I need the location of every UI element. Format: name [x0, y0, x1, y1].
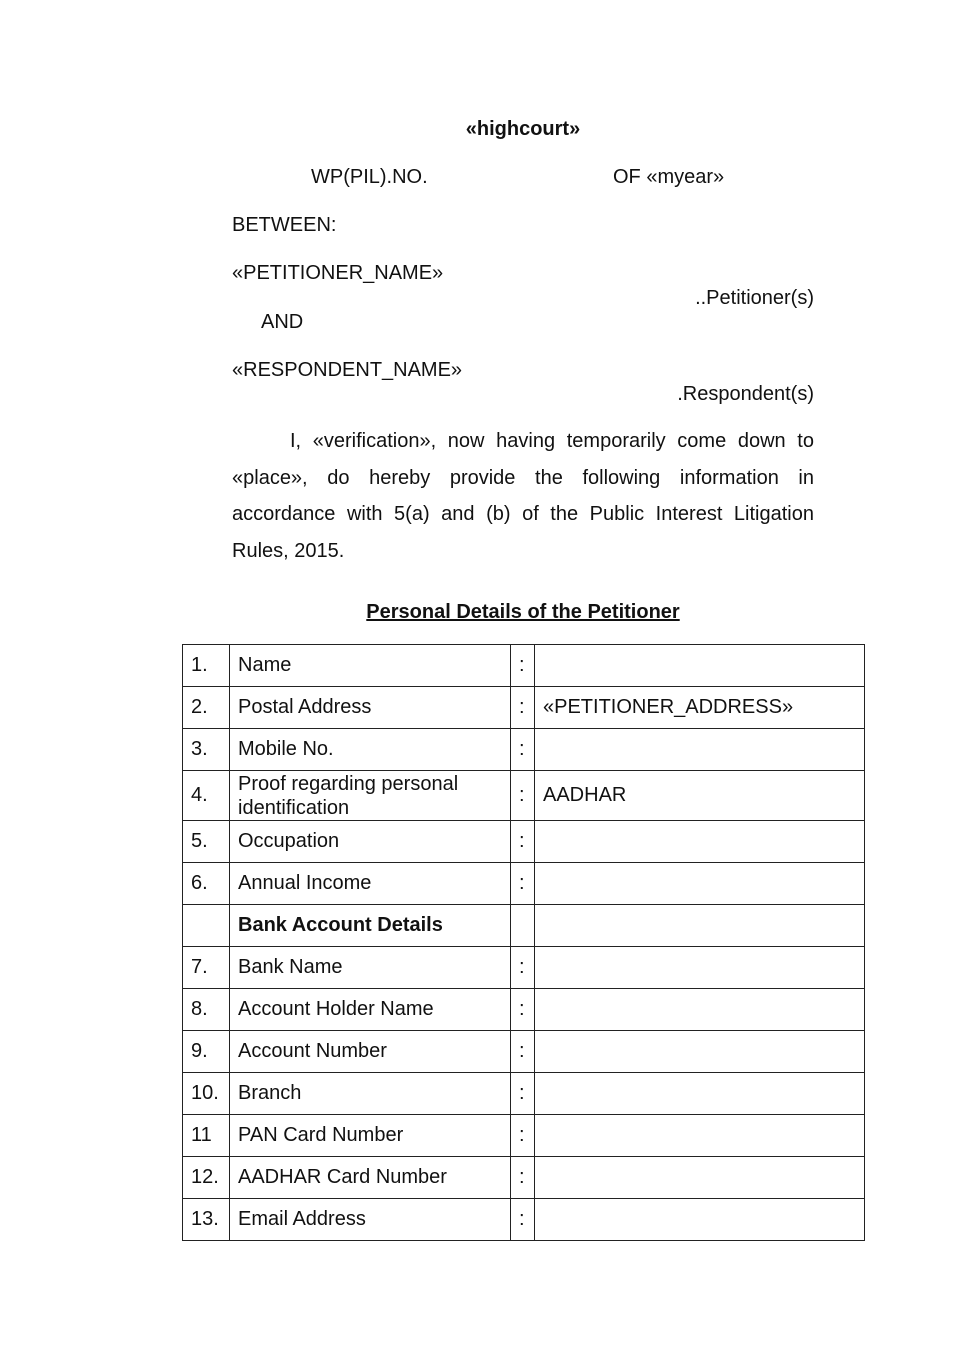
row-value	[535, 821, 865, 863]
row-colon: :	[511, 645, 535, 687]
table-row	[183, 821, 865, 863]
table-row	[183, 687, 865, 729]
row-value	[535, 989, 865, 1031]
row-value	[535, 863, 865, 905]
court-title: «highcourt»	[465, 118, 581, 140]
table-row	[183, 1199, 865, 1241]
row-value	[535, 1115, 865, 1157]
row-label: AADHAR Card Number	[230, 1157, 511, 1199]
row-value	[535, 1073, 865, 1115]
row-colon: :	[511, 863, 535, 905]
row-number	[183, 905, 230, 947]
row-label: Name	[230, 645, 511, 687]
row-number: 2.	[183, 687, 230, 729]
row-number: 7.	[183, 947, 230, 989]
row-number: 13.	[183, 1199, 230, 1241]
row-colon: :	[511, 687, 535, 729]
row-value	[535, 645, 865, 687]
table-row	[183, 645, 865, 687]
verification-text: I, «verification», now having temporarily come down to «place», do hereby provide the following information in accordance with 5(a) and (b) of the Public Interest Litigation Rules, 2015.	[232, 430, 814, 562]
row-colon: :	[511, 1199, 535, 1241]
respondent-role: .Respondent(s)	[677, 383, 814, 405]
row-colon: :	[511, 771, 535, 821]
verification-paragraph	[232, 423, 814, 569]
table-row	[183, 1073, 865, 1115]
row-value	[535, 947, 865, 989]
table-row	[183, 1031, 865, 1073]
row-number: 12.	[183, 1157, 230, 1199]
row-label: Proof regarding personal identification	[230, 771, 511, 821]
row-value	[535, 1199, 865, 1241]
respondent-name: «RESPONDENT_NAME»	[232, 359, 463, 381]
row-value	[535, 729, 865, 771]
row-value: AADHAR	[535, 771, 865, 821]
row-label: Branch	[230, 1073, 511, 1115]
row-value	[535, 1031, 865, 1073]
row-label: Account Number	[230, 1031, 511, 1073]
row-number: 1.	[183, 645, 230, 687]
row-number: 5.	[183, 821, 230, 863]
row-label: Bank Name	[230, 947, 511, 989]
section-title: Personal Details of the Petitioner	[366, 601, 680, 623]
row-number: 4.	[183, 771, 230, 821]
row-label: PAN Card Number	[230, 1115, 511, 1157]
row-colon: :	[511, 729, 535, 771]
row-value: «PETITIONER_ADDRESS»	[535, 687, 865, 729]
between-label: BETWEEN:	[232, 214, 337, 236]
table-row	[183, 863, 865, 905]
row-label: Account Holder Name	[230, 989, 511, 1031]
and-label: AND	[261, 311, 304, 333]
row-colon	[511, 905, 535, 947]
row-label: Postal Address	[230, 687, 511, 729]
row-value	[535, 905, 865, 947]
row-colon: :	[511, 989, 535, 1031]
row-label: Email Address	[230, 1199, 511, 1241]
row-number: 6.	[183, 863, 230, 905]
row-number: 3.	[183, 729, 230, 771]
row-label: Occupation	[230, 821, 511, 863]
row-number: 10.	[183, 1073, 230, 1115]
row-colon: :	[511, 947, 535, 989]
table-row	[183, 1115, 865, 1157]
row-number: 8.	[183, 989, 230, 1031]
row-colon: :	[511, 1031, 535, 1073]
petitioner-details-table	[182, 644, 865, 1241]
table-row	[183, 947, 865, 989]
bank-details-heading: Bank Account Details	[230, 905, 511, 947]
table-subheader-row	[183, 905, 865, 947]
row-number: 11	[183, 1115, 230, 1157]
case-number-label: WP(PIL).NO.	[311, 166, 428, 188]
case-year: OF «myear»	[613, 166, 725, 188]
table-row	[183, 771, 865, 821]
row-colon: :	[511, 821, 535, 863]
row-colon: :	[511, 1115, 535, 1157]
row-label: Annual Income	[230, 863, 511, 905]
petitioner-role: ..Petitioner(s)	[695, 287, 814, 309]
row-colon: :	[511, 1157, 535, 1199]
row-number: 9.	[183, 1031, 230, 1073]
table-row	[183, 729, 865, 771]
row-colon: :	[511, 1073, 535, 1115]
row-label: Mobile No.	[230, 729, 511, 771]
table-row	[183, 989, 865, 1031]
table-row	[183, 1157, 865, 1199]
petitioner-name: «PETITIONER_NAME»	[232, 262, 444, 284]
row-value	[535, 1157, 865, 1199]
